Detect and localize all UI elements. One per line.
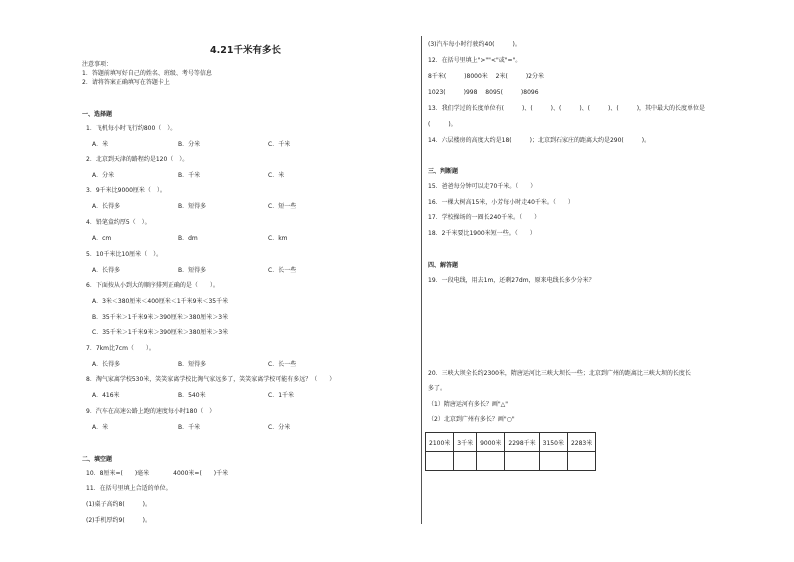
option-a: A．分米	[92, 172, 115, 179]
option-c: C．米	[268, 172, 285, 179]
option-b: B．dm	[178, 235, 198, 242]
option-b: B．千米	[178, 424, 201, 431]
option-a: A．米	[92, 141, 109, 148]
question-stem: ( )。	[428, 121, 457, 128]
option-b: B．短得多	[178, 267, 207, 274]
length-table	[425, 432, 596, 471]
option-b: B．短得多	[178, 361, 207, 368]
option-c: C．长一些	[268, 361, 297, 368]
question-stem: 14．六层楼房的高度大约是18( )；北京到石家庄的距离大约是290( )。	[428, 137, 651, 144]
question-stem: 10．8厘米=( )毫米 4000米=( )千米	[86, 470, 229, 477]
question-stem: 2．北京到天津的路程约是120（ ）。	[86, 156, 189, 163]
option-b: B．540米	[178, 392, 206, 399]
notice-heading: 注意事项：	[82, 61, 113, 68]
question-stem: 8．淘气家离学校530米，笑笑家离学校比淘气家远多了，笑笑家离学校可能有多远？（ ）	[86, 376, 336, 383]
table-cell: 9000米	[477, 433, 505, 452]
sub-question: (2)手机厚约9( )。	[86, 517, 151, 524]
option-c: C．1千米	[268, 392, 295, 399]
option-c: C．长一些	[268, 267, 297, 274]
section-heading: 三、判断题	[428, 168, 459, 175]
question-stem: 19．一段电线，用去1m，还剩27dm，原来电线长多少分米？	[428, 277, 595, 284]
page-title: 4.21千米有多长	[210, 45, 281, 56]
question-stem: 1．飞机每小时飞行约800（ ）。	[86, 125, 177, 132]
answer-cell[interactable]	[477, 452, 505, 471]
option-a: A．3米＜380厘米＜400厘米＜1千米9米＜35千米	[92, 298, 229, 305]
question-stem: 17．学校操场的一圈长240千米。（ ）	[428, 214, 541, 221]
question-stem: 5．10千米比10厘米（ ）。	[86, 251, 163, 258]
question-stem: 16．一棵大树高15米，小芳每小时走40千米。（ ）	[428, 199, 574, 206]
notice-item: 2．请将答案正确填写在答题卡上	[82, 79, 170, 86]
question-stem: 7．7km比7cm（ ）。	[86, 345, 155, 352]
option-a: A．长得多	[92, 203, 121, 210]
option-b: B．35千米＞1千米9米＞390厘米＞380厘米＞3米	[92, 314, 229, 321]
sub-question: 1023( )998 8095( )8096	[428, 89, 539, 96]
option-b: B．分米	[178, 141, 201, 148]
table-cell: 2283米	[567, 433, 595, 452]
answer-cell[interactable]	[539, 452, 567, 471]
option-c: C．短一些	[268, 203, 297, 210]
option-c: C．分米	[268, 424, 291, 431]
answer-cell[interactable]	[505, 452, 539, 471]
question-stem: 18．2千米要比1900米短一些。（ ）	[428, 230, 536, 237]
notice-item: 1．答题前填写好自己的姓名、班级、考号等信息	[82, 70, 212, 77]
sub-question: （1）隋唐运河有多长？画"△"	[428, 401, 508, 408]
option-c: C．km	[268, 235, 288, 242]
column-divider	[421, 36, 422, 524]
section-heading: 二、填空题	[82, 456, 113, 463]
option-c: C．千米	[268, 141, 291, 148]
option-b: B．短得多	[178, 203, 207, 210]
question-stem: 9．汽车在高速公路上跑的速度每小时180（ ）	[86, 408, 216, 415]
section-heading: 一、选择题	[82, 111, 113, 118]
question-stem: 3．9千米比9000厘米（ ）。	[86, 187, 166, 194]
sub-question: 8千米( )8000米 2米( )2分米	[428, 73, 544, 80]
option-a: A．长得多	[92, 361, 121, 368]
section-heading: 四、解答题	[428, 262, 459, 269]
option-a: A．cm	[92, 235, 112, 242]
answer-cell[interactable]	[567, 452, 595, 471]
option-a: A．416米	[92, 392, 120, 399]
table-cell: 3千米	[454, 433, 477, 452]
answer-cell[interactable]	[454, 452, 477, 471]
question-stem: 13．我们学过的长度单位有( )、( )、( )、( )、( )，其中最大的长度单位是	[428, 105, 706, 112]
table-cell: 3150米	[539, 433, 567, 452]
question-stem: 15．爸爸每分钟可以走70千米。（ ）	[428, 183, 537, 190]
question-stem: 11．在括号里填上合适的单位。	[86, 485, 172, 492]
table-cell: 2298千米	[505, 433, 539, 452]
option-b: B．千米	[178, 172, 201, 179]
sub-question: （2）北京到广州有多长？画"○"	[428, 416, 515, 423]
option-a: A．米	[92, 424, 109, 431]
question-stem: 12．在括号里填上">""<"或"="。	[428, 57, 522, 64]
option-c: C．35千米＞1千米9米＞390厘米＞380厘米＞3米	[92, 329, 229, 336]
question-stem: 20．三峡大坝全长约2300米，隋唐运河比三峡大坝长一些；北京到广州的距离比三峡大坝的长度长	[428, 370, 691, 377]
table-cell: 2100米	[426, 433, 454, 452]
option-a: A．长得多	[92, 267, 121, 274]
sub-question: (1)桌子高约8( )。	[86, 501, 151, 508]
sub-question: (3)汽车每小时行驶约40( )。	[428, 41, 521, 48]
answer-cell[interactable]	[426, 452, 454, 471]
question-stem: 6．下面按从小到大的顺序排列正确的是（ ）。	[86, 282, 219, 289]
question-stem: 4．铅笔盒约厚5（ ）。	[86, 219, 151, 226]
question-stem: 多了。	[428, 385, 447, 392]
